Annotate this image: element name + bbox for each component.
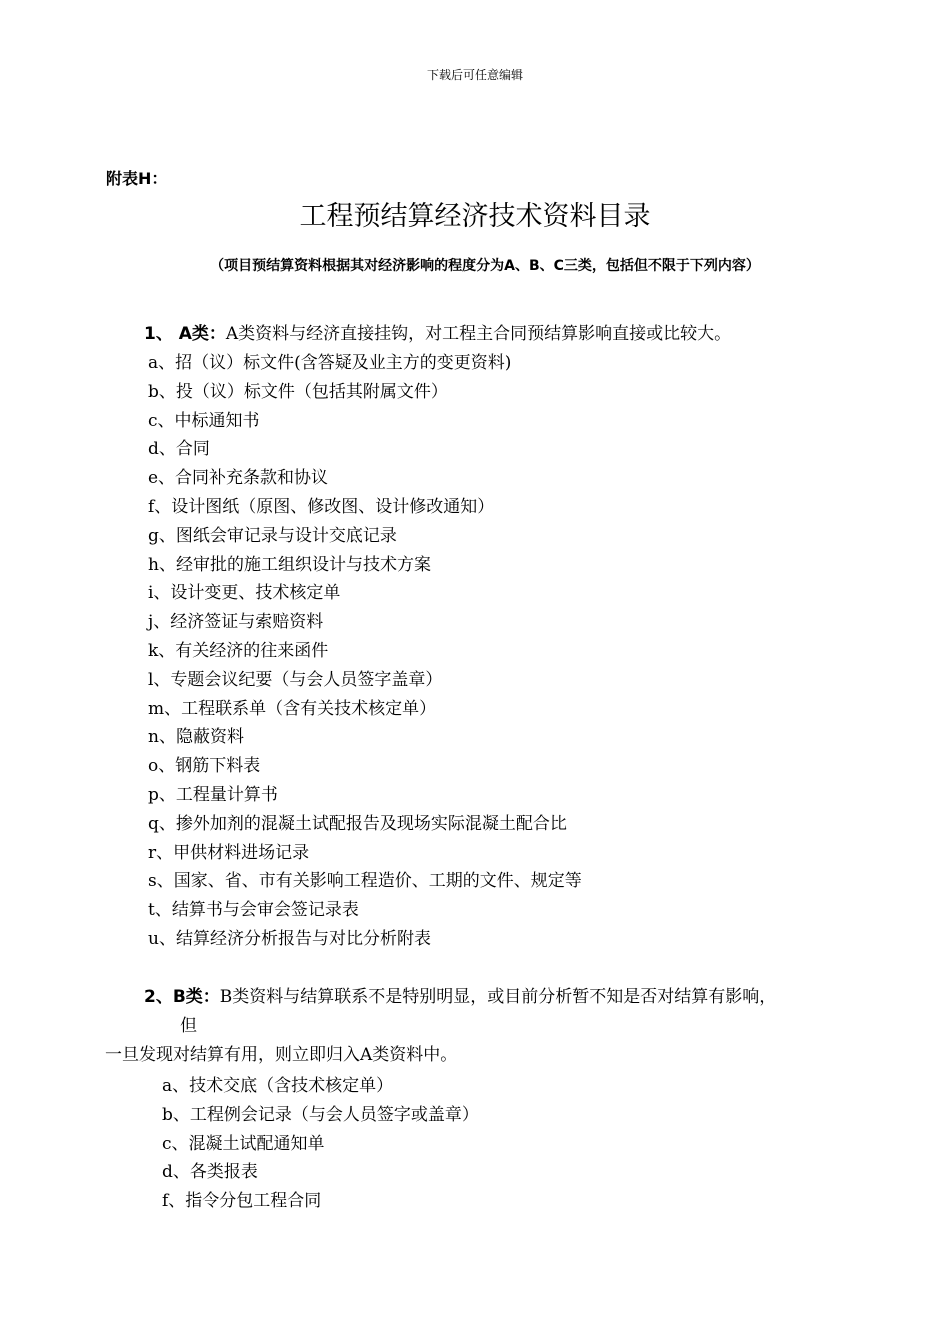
page-header-note: 下载后可任意编辑	[426, 68, 523, 82]
appendix-label: 附表H：	[106, 169, 168, 188]
list-item: m、工程联系单（含有关技术核定单）	[148, 698, 437, 719]
section-b-description-line1: B类资料与结算联系不是特别明显，或目前分析暂不知是否对结算有影响，	[219, 987, 777, 1007]
list-item: k、有关经济的往来函件	[148, 640, 329, 661]
section-b-description-line3: 一旦发现对结算有用，则立即归入A类资料中。	[105, 1045, 458, 1065]
list-item: d、合同	[148, 439, 210, 460]
list-item: e、合同补充条款和协议	[148, 468, 329, 489]
list-item: i、设计变更、技术核定单	[148, 583, 341, 604]
list-item: a、招（议）标文件(含答疑及业主方的变更资料)	[148, 353, 512, 373]
list-item: f、设计图纸（原图、修改图、设计修改通知）	[148, 496, 495, 517]
list-item: s、国家、省、市有关影响工程造价、工期的文件、规定等	[148, 871, 582, 892]
list-item: t、结算书与会审会签记录表	[148, 900, 359, 921]
list-item: c、中标通知书	[148, 410, 260, 431]
list-item: b、投（议）标文件（包括其附属文件）	[148, 381, 448, 402]
list-item: c、混凝土试配通知单	[162, 1133, 325, 1154]
section-a-heading	[144, 320, 731, 348]
list-item: r、甲供材料进场记录	[148, 842, 310, 863]
list-item: o、钢筋下料表	[148, 756, 261, 777]
document-title: 工程预结算经济技术资料目录	[299, 201, 651, 232]
list-item: j、经济签证与索赔资料	[148, 612, 324, 633]
list-item: p、工程量计算书	[148, 784, 278, 805]
list-item: n、隐蔽资料	[148, 727, 244, 748]
section-a-number: 1、 A类：	[144, 324, 226, 344]
list-item: g、图纸会审记录与设计交底记录	[148, 525, 397, 546]
section-a-item-list	[148, 349, 582, 954]
list-item: l、专题会议纪要（与会人员签字盖章）	[148, 669, 443, 690]
section-b-description-line2: 但	[180, 1016, 197, 1036]
section-b-number: 2、B类：	[144, 987, 220, 1007]
section-b-item-list	[162, 1072, 479, 1216]
list-item: b、工程例会记录（与会人员签字或盖章）	[162, 1104, 479, 1125]
list-item: d、各类报表	[162, 1162, 258, 1183]
section-b-heading	[144, 983, 776, 1011]
list-item: u、结算经济分析报告与对比分析附表	[148, 928, 431, 949]
section-a-description: A类资料与经济直接挂钩，对工程主合同预结算影响直接或比较大。	[225, 324, 732, 344]
list-item: h、经审批的施工组织设计与技术方案	[148, 554, 431, 575]
document-subtitle: （项目预结算资料根据其对经济影响的程度分为A、B、C三类，包括但不限于下列内容）	[210, 258, 760, 274]
list-item: q、掺外加剂的混凝土试配报告及现场实际混凝土配合比	[148, 813, 567, 834]
list-item: a、技术交底（含技术核定单）	[162, 1076, 394, 1096]
list-item: f、指令分包工程合同	[162, 1191, 322, 1212]
